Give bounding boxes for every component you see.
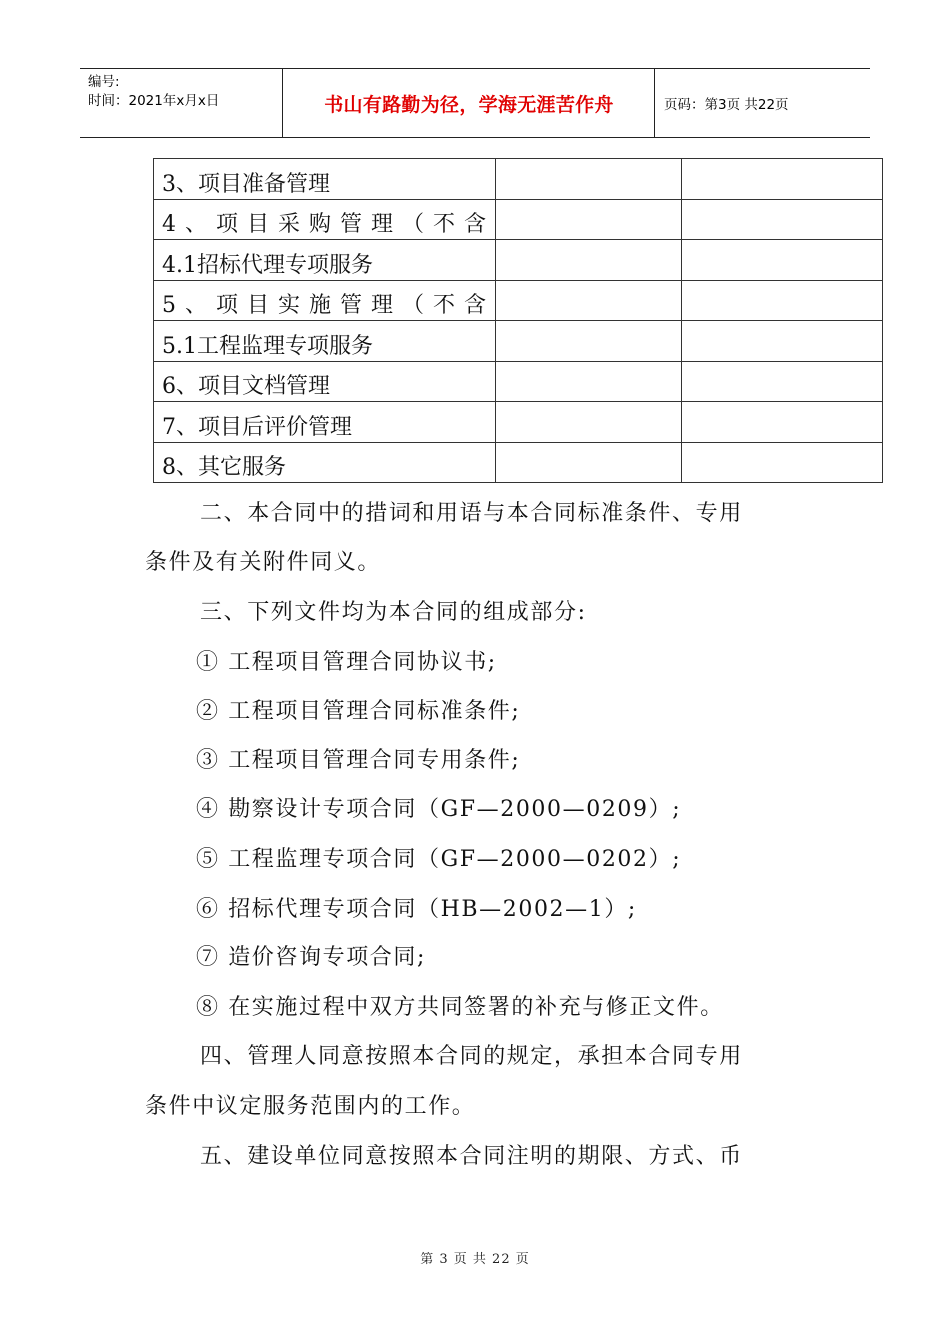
header-meta <box>88 73 219 111</box>
document-list-item: ⑧ 在实施过程中双方共同签署的补充与修正文件。 <box>196 995 724 1020</box>
clause-5-line-1: 五、建设单位同意按照本合同注明的期限、方式、币 <box>200 1144 743 1169</box>
document-list-item: ⑤ 工程监理专项合同（GF—2000—0202）; <box>196 847 682 872</box>
table-row <box>154 159 883 200</box>
table-cell-item: 6、项目文档管理 <box>162 374 330 399</box>
table-row <box>154 442 883 483</box>
table-cell-empty <box>682 442 883 483</box>
table-row <box>154 321 883 362</box>
clause-2-line-2: 条件及有关附件同义。 <box>145 550 382 575</box>
table-cell-empty <box>496 159 682 200</box>
clause-4-line-1: 四、管理人同意按照本合同的规定，承担本合同专用 <box>200 1044 743 1069</box>
header-motto: 书山有路勤为径，学海无涯苦作舟 <box>324 94 614 116</box>
table-cell-empty <box>682 361 883 402</box>
table-cell-empty <box>682 240 883 281</box>
time-label: 时间：2021年x月x日 <box>88 93 220 109</box>
document-list-item: ② 工程项目管理合同标准条件; <box>196 699 521 724</box>
document-list-item: ⑦ 造价咨询专项合同; <box>196 945 427 970</box>
table-row <box>154 280 883 321</box>
table-cell-empty <box>496 361 682 402</box>
clause-3-heading: 三、下列文件均为本合同的组成部分: <box>200 600 587 625</box>
header-divider <box>654 69 655 137</box>
code-label: 编号: <box>88 74 120 90</box>
clause-4-line-2: 条件中议定服务范围内的工作。 <box>145 1094 476 1119</box>
header-divider <box>282 69 283 137</box>
clause-2-line-1: 二、本合同中的措词和用语与本合同标准条件、专用 <box>200 501 743 526</box>
document-list-item: ③ 工程项目管理合同专用条件; <box>196 748 521 773</box>
table-cell-empty <box>496 240 682 281</box>
table-cell-empty <box>496 199 682 240</box>
page-header <box>80 68 870 138</box>
table-cell-item: 4.1招标代理专项服务 <box>162 252 373 278</box>
table-cell-item: 5、项目实施管理（不含 <box>162 293 495 318</box>
table-cell-item: 4、项目采购管理（不含 <box>162 212 495 237</box>
document-list-item: ⑥ 招标代理专项合同（HB—2002—1）; <box>196 897 637 922</box>
table-cell-empty <box>496 402 682 443</box>
table-cell-empty <box>682 159 883 200</box>
table-cell-item: 8、其它服务 <box>162 455 286 480</box>
table-cell-empty <box>682 280 883 321</box>
table-cell-item: 7、项目后评价管理 <box>162 414 352 440</box>
header-page-info: 页码：第3页 共22页 <box>664 97 789 113</box>
table-row <box>154 361 883 402</box>
service-scope-table <box>153 158 883 483</box>
table-cell-empty <box>682 199 883 240</box>
document-list-item: ④ 勘察设计专项合同（GF—2000—0209）; <box>196 797 682 822</box>
page-footer: 第 3 页 共 22 页 <box>420 1252 530 1267</box>
table-cell-item: 5.1工程监理专项服务 <box>162 333 373 359</box>
table-row <box>154 402 883 443</box>
table-row <box>154 240 883 281</box>
table-cell-empty <box>496 280 682 321</box>
table-cell-empty <box>682 321 883 362</box>
table-cell-item: 3、项目准备管理 <box>162 171 330 197</box>
table-cell-empty <box>496 321 682 362</box>
table-cell-empty <box>496 442 682 483</box>
table-cell-empty <box>682 402 883 443</box>
document-list-item: ① 工程项目管理合同协议书; <box>196 650 497 675</box>
table-row <box>154 199 883 240</box>
